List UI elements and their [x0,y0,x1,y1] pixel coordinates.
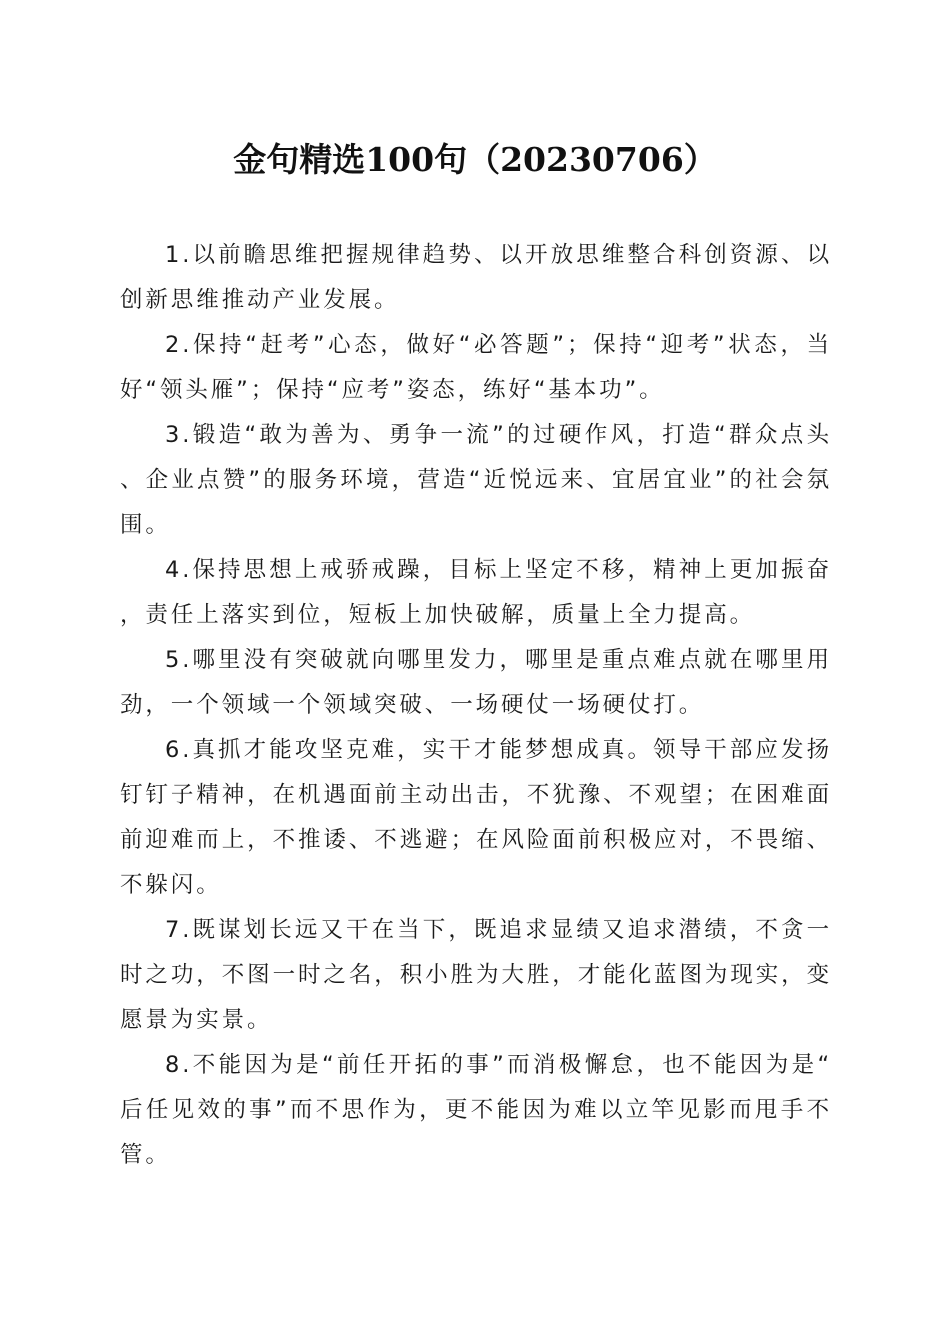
paragraph-number: 8. [165,1052,193,1078]
paragraph-4 [120,548,832,638]
paragraph-number: 1. [165,242,193,268]
paragraph-number: 6. [165,737,193,763]
paragraph-text: 保持“赶考”心态，做好“必答题”；保持“迎考”状态，当好“领头雁”；保持“应考”姿态，练好“基本功”。 [120,332,832,403]
paragraph-text: 真抓才能攻坚克难，实干才能梦想成真。领导干部应发扬钉钉子精神，在机遇面前主动出击，不犹豫、不观望；在困难面前迎难而上，不推诿、不逃避；在风险面前积极应对，不畏缩、不躲闪。 [120,737,832,898]
paragraph-text: 哪里没有突破就向哪里发力，哪里是重点难点就在哪里用劲，一个领域一个领域突破、一场硬仗一场硬仗打。 [120,647,832,718]
page-title: 金句精选100句（20230706） [233,140,717,179]
paragraph-1 [120,233,832,323]
paragraph-6 [120,728,832,908]
paragraph-text: 不能因为是“前任开拓的事”而消极懈怠，也不能因为是“后任见效的事”而不思作为，更不能因为难以立竿见影而甩手不管。 [120,1052,832,1168]
paragraph-text: 既谋划长远又干在当下，既追求显绩又追求潜绩，不贪一时之功，不图一时之名，积小胜为大胜，才能化蓝图为现实，变愿景为实景。 [120,917,832,1033]
paragraph-number: 2. [165,332,193,358]
paragraph-8 [120,1043,832,1178]
paragraph-2 [120,323,832,413]
paragraph-3 [120,413,832,548]
paragraph-text: 以前瞻思维把握规律趋势、以开放思维整合科创资源、以创新思维推动产业发展。 [120,242,832,313]
document-body [120,233,832,1178]
paragraph-text: 锻造“敢为善为、勇争一流”的过硬作风，打造“群众点头、企业点赞”的服务环境，营造“近悦远来、宜居宜业”的社会氛围。 [120,422,832,538]
paragraph-number: 5. [165,647,193,673]
paragraph-5 [120,638,832,728]
paragraph-text: 保持思想上戒骄戒躁，目标上坚定不移，精神上更加振奋，责任上落实到位，短板上加快破解，质量上全力提高。 [120,557,832,628]
paragraph-7 [120,908,832,1043]
paragraph-number: 7. [165,917,193,943]
paragraph-number: 3. [165,422,193,448]
paragraph-number: 4. [165,557,193,583]
